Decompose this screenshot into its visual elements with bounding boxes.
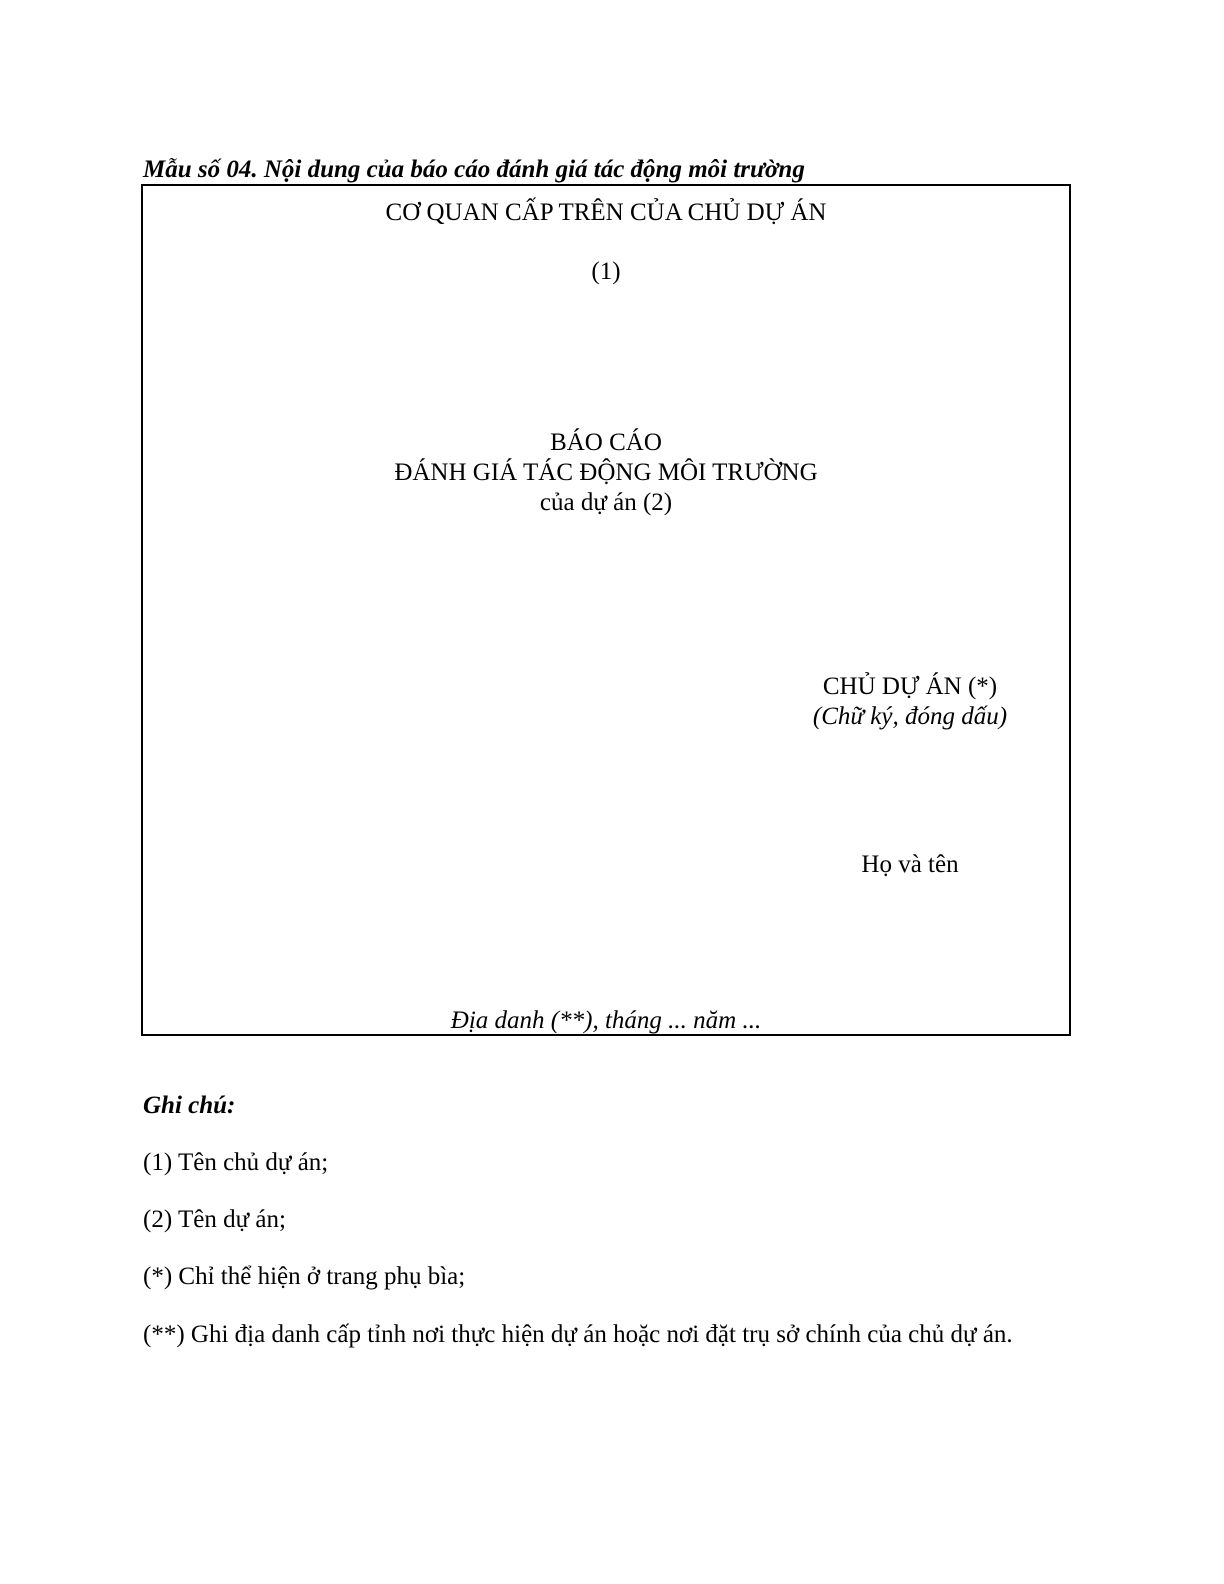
signer-title: CHỦ DỰ ÁN (*)	[822, 673, 998, 700]
signer-instruction: (Chữ ký, đóng dấu)	[812, 703, 1008, 730]
notes-heading: Ghi chú:	[143, 1092, 236, 1119]
place-and-date: Địa danh (**), tháng ... năm ...	[450, 1007, 762, 1034]
note-item: (**) Ghi địa danh cấp tỉnh nơi thực hiện dự án hoặc nơi đặt trụ sở chính của chủ dự án.	[143, 1321, 1013, 1348]
supervising-agency-heading: CƠ QUAN CẤP TRÊN CỦA CHỦ DỰ ÁN	[385, 199, 827, 226]
note-item: (1) Tên chủ dự án;	[143, 1149, 329, 1176]
report-title-line-3: của dự án (2)	[539, 489, 673, 516]
signer-name: Họ và tên	[861, 851, 959, 878]
report-title-line-1: BÁO CÁO	[550, 429, 662, 456]
note-item: (*) Chỉ thể hiện ở trang phụ bìa;	[143, 1263, 466, 1290]
form-title: Mẫu số 04. Nội dung của báo cáo đánh giá tác động môi trường	[143, 156, 805, 183]
note-item: (2) Tên dự án;	[143, 1206, 286, 1233]
report-cover-frame	[141, 184, 1071, 1036]
project-owner-placeholder: (1)	[591, 258, 621, 285]
report-title-line-2: ĐÁNH GIÁ TÁC ĐỘNG MÔI TRƯỜNG	[394, 459, 818, 486]
